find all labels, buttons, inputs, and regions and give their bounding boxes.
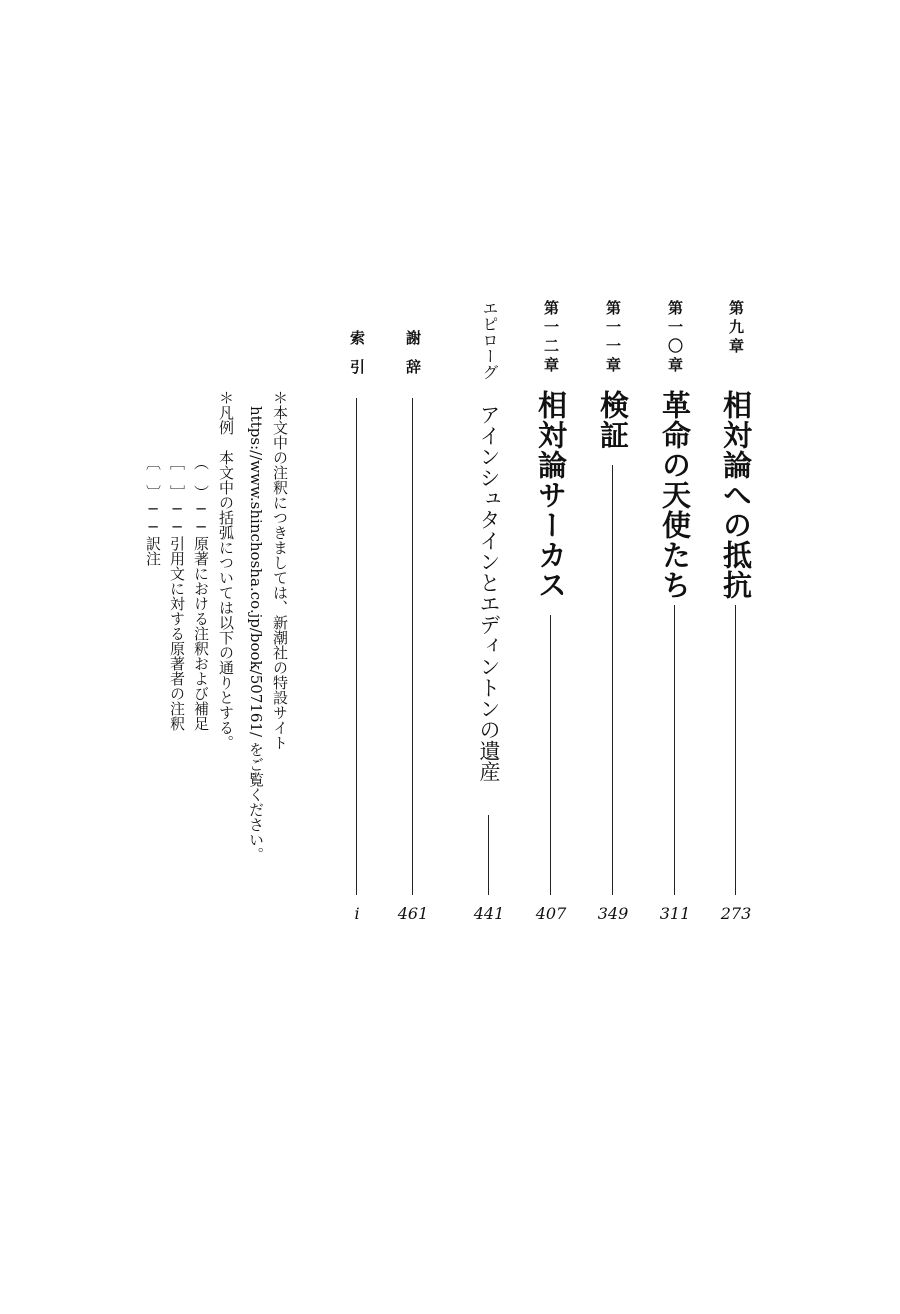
toc-entry-chapter-10[interactable] <box>655 300 695 930</box>
toc-entry-chapter-9[interactable] <box>716 300 756 930</box>
epilogue-title: アインシュタインとエディントンの遺産 <box>477 404 501 782</box>
chapter-title: 検証 <box>596 390 630 450</box>
chapter-title: 革命の天使たち <box>658 390 692 600</box>
page-number: 311 <box>659 904 691 923</box>
toc-entry-chapter-11[interactable] <box>593 300 633 930</box>
note-conventions-tortoise-brackets: 〔 〕──訳注 <box>144 455 162 566</box>
chapter-label: 第一一章 <box>604 300 622 376</box>
leader-line <box>356 398 357 895</box>
page-number: 407 <box>535 904 567 923</box>
toc-entry-acknowledgements[interactable] <box>393 300 433 930</box>
page-number: 273 <box>720 904 752 923</box>
leader-line <box>488 815 489 895</box>
page-number: 349 <box>597 904 629 923</box>
chapter-title: 相対論への抵抗 <box>719 390 753 600</box>
leader-line <box>550 615 551 895</box>
section-label: 索引 <box>348 330 366 388</box>
note-conventions-line1: ＊凡例 本文中の括弧については以下の通りとする。 <box>217 390 235 750</box>
chapter-label: 第九章 <box>727 300 745 357</box>
chapter-title: 相対論サーカス <box>534 390 568 600</box>
note-annotation-site-line1: ＊本文中の注釈につきましては、新潮社の特設サイト <box>271 390 289 750</box>
leader-line <box>735 605 736 895</box>
page-number: 461 <box>397 904 429 923</box>
leader-line <box>612 465 613 895</box>
toc-entry-index[interactable] <box>337 300 377 930</box>
page-number: 441 <box>473 904 505 923</box>
leader-line <box>412 398 413 895</box>
toc-entry-chapter-12[interactable] <box>531 300 571 930</box>
chapter-label: 第一〇章 <box>666 300 684 376</box>
leader-line <box>674 605 675 895</box>
section-label: 謝辞 <box>404 330 422 388</box>
note-annotation-site-line2: https://www.shinchosha.co.jp/book/507161/ をご覧ください。 <box>247 406 265 862</box>
page-number: i <box>354 904 360 923</box>
note-conventions-square-brackets: ［ ］──引用文に対する原著者の注釈 <box>168 455 186 731</box>
chapter-label: 第一二章 <box>542 300 560 376</box>
epilogue-label: エピローグ <box>480 300 499 380</box>
note-conventions-parentheses: （ ）──原著における注釈および補足 <box>192 455 210 731</box>
toc-entry-epilogue[interactable] <box>469 300 509 930</box>
